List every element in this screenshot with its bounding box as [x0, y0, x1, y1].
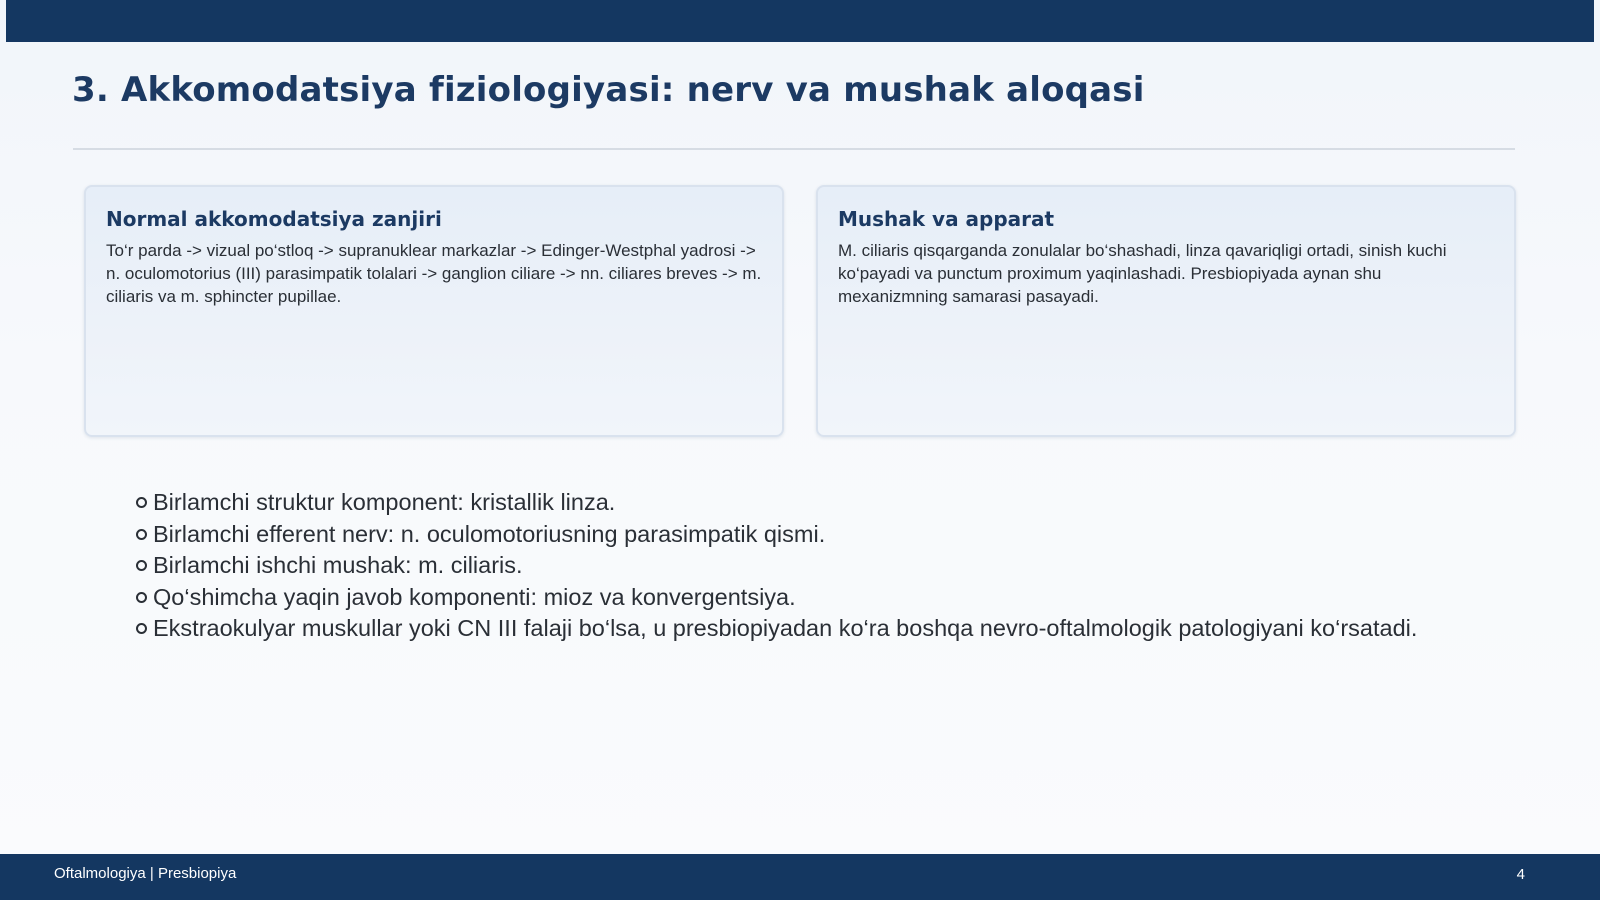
card-body: To‘r parda -> vizual po‘stloq -> supranuklear markazlar -> Edinger-Westphal yadrosi -> n. oculomotorius (III) parasimpatik tolalari -> ganglion ciliare -> nn. ciliares breves -> m. ciliaris va m. sphincter pupillae.: [106, 241, 762, 306]
header-bar: [6, 0, 1594, 42]
bullet-text: Birlamchi ishchi mushak: m. ciliaris.: [153, 552, 523, 578]
card-muscle-apparatus: [816, 185, 1516, 437]
bullet-item: [136, 582, 1417, 614]
page-number: 4: [1516, 866, 1525, 883]
slide-title: 3. Akkomodatsiya fiziologiyasi: nerv va mushak aloqasi: [72, 70, 1145, 110]
bullet-text: Ekstraokulyar muskullar yoki CN III falaji bo‘lsa, u presbiopiyadan ko‘ra boshqa nevro-oftalmologik patologiyani ko‘rsatadi.: [153, 615, 1418, 641]
footer-bar: [0, 854, 1600, 900]
bullet-text: Qo‘shimcha yaqin javob komponenti: mioz va konvergentsiya.: [153, 583, 796, 610]
bullet-icon: [136, 529, 147, 540]
card-title: Normal akkomodatsiya zanjiri: [106, 207, 442, 231]
footer-text: Oftalmologiya | Presbiopiya: [54, 865, 237, 882]
title-divider: [73, 148, 1515, 150]
bullet-item: [136, 550, 1417, 582]
bullet-icon: [136, 623, 147, 634]
card-body: M. ciliaris qisqarganda zonulalar bo‘shashadi, linza qavariqligi ortadi, sinish kuchi ko‘payadi va punctum proximum yaqinlashadi. Presbiopiyada aynan shu mexanizmning samarasi pasayadi.: [838, 241, 1447, 306]
bullet-item: [136, 613, 1417, 645]
card-title: Mushak va apparat: [838, 207, 1055, 231]
bullet-item: [136, 519, 1417, 551]
bullet-text: Birlamchi efferent nerv: n. oculomotoriusning parasimpatik qismi.: [153, 520, 826, 547]
card-accommodation-chain: [84, 185, 784, 437]
bullet-item: [136, 487, 1417, 519]
bullet-list: [136, 487, 1417, 645]
bullet-icon: [136, 592, 147, 603]
bullet-text: Birlamchi struktur komponent: kristallik linza.: [153, 489, 616, 515]
bullet-icon: [136, 497, 147, 508]
bullet-icon: [136, 560, 147, 571]
